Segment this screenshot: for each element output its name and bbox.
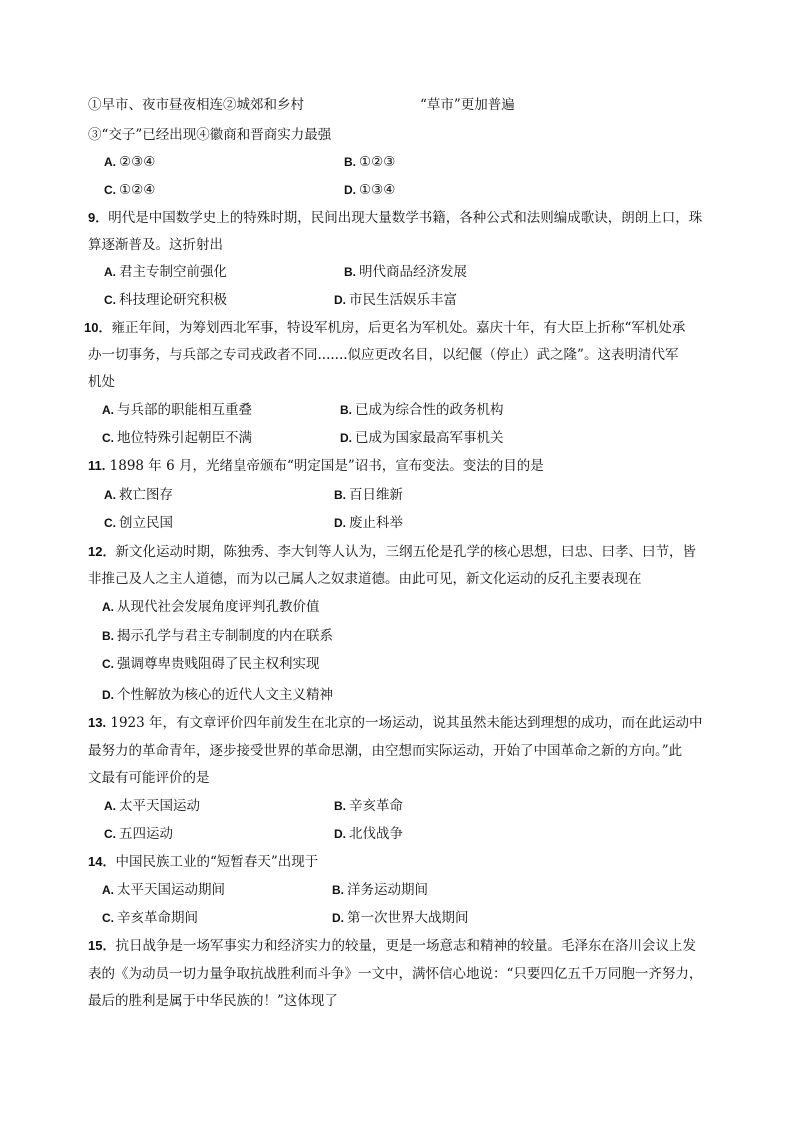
option-text: ①②④ — [119, 182, 156, 198]
q10-option-d[interactable] — [340, 428, 504, 448]
option-label: B. — [332, 883, 344, 897]
q8-items-line-1-right: “草市”更加普遍 — [420, 97, 515, 113]
question-text: 抗日战争是一场军事实力和经济实力的较量，更是一场意志和精神的较量。毛泽东在洛川会议上发 — [115, 938, 696, 954]
option-text: 科技理论研究积极 — [119, 292, 227, 308]
q14-option-b[interactable] — [332, 880, 428, 900]
q9-stem-line-1 — [88, 208, 702, 228]
option-text: 辛亥革命期间 — [117, 910, 198, 926]
q13-option-b[interactable] — [334, 796, 403, 816]
option-text: 与兵部的职能相互重叠 — [117, 402, 252, 418]
option-label: C. — [104, 516, 116, 530]
option-label: B. — [334, 488, 346, 502]
option-text: 创立民国 — [119, 515, 173, 531]
q12-option-b[interactable] — [102, 626, 333, 646]
question-number: 14． — [88, 854, 116, 869]
question-number: 13. — [88, 715, 107, 730]
q12-stem-line-2: 非推己及人之主人道德，而为以己属人之奴隶道德。由此可见，新文化运动的反孔主要表现在 — [88, 571, 642, 587]
q12-stem-line-1 — [88, 542, 696, 562]
q10-stem-line-3: 机处 — [88, 374, 115, 390]
q9-stem-line-2: 算逐渐普及。这折射出 — [88, 237, 223, 253]
q10-stem-line-2: 办一切事务，与兵部之专司戎政者不同.......似应更改名目，以纪偃（停止）武之隆”。这表明清代军 — [88, 347, 679, 363]
q8-items-line-2: ③“交子”已经出现④徽商和晋商实力最强 — [88, 127, 332, 143]
option-label: D. — [334, 827, 346, 841]
option-label: D. — [334, 293, 346, 307]
q13-stem-line-3: 文最有可能评价的是 — [88, 770, 210, 786]
q12-option-d[interactable] — [102, 685, 333, 705]
question-text: 中国民族工业的“短暂春天”出现于 — [115, 854, 319, 870]
q10-stem-line-1 — [84, 318, 685, 338]
option-label: A. — [102, 403, 114, 417]
q8-option-d[interactable] — [344, 180, 395, 200]
q13-option-c[interactable] — [104, 824, 173, 844]
question-text: 雍正年间，为筹划西北军事，特设军机房，后更名为军机处。嘉庆十年，有大臣上折称“军机处承 — [111, 320, 686, 336]
option-label: A. — [104, 488, 116, 502]
option-text: 太平天国运动 — [119, 798, 200, 814]
option-text: 辛亥革命 — [349, 798, 403, 814]
question-text: 明代是中国数学史上的特殊时期，民间出现大量数学书籍，各种公式和法则编成歌诀，朗朗上口，珠 — [108, 210, 703, 226]
q8-option-c[interactable] — [104, 180, 155, 200]
option-text: 市民生活娱乐丰富 — [349, 292, 457, 308]
option-label: D. — [340, 431, 352, 445]
q13-option-d[interactable] — [334, 824, 403, 844]
q15-stem-line-3: 最后的胜利是属于中华民族的！”这体现了 — [88, 993, 338, 1009]
option-label: B. — [102, 629, 114, 643]
option-label: D. — [344, 183, 356, 197]
q13-stem-line-2: 最努力的革命青年，逐步接受世界的革命思潮，由空想而实际运动，开始了中国革命之新的方向。”此 — [88, 743, 683, 759]
option-text: 废止科举 — [349, 515, 403, 531]
option-label: A. — [104, 265, 116, 279]
option-label: B. — [344, 265, 356, 279]
option-text: 第一次世界大战期间 — [347, 910, 469, 926]
question-number: 10． — [84, 320, 112, 335]
option-text: 北伐战争 — [349, 826, 403, 842]
q15-stem-line-1 — [88, 936, 696, 956]
option-text: 百日维新 — [349, 487, 403, 503]
question-text: 1923 年，有文章评价四年前发生在北京的一场运动，说其虽然未能达到理想的成功，而在此运动中 — [110, 715, 703, 731]
option-text: 明代商品经济发展 — [359, 264, 467, 280]
q11-option-d[interactable] — [334, 513, 403, 533]
option-label: A. — [104, 155, 116, 169]
q13-stem-line-1 — [88, 713, 703, 733]
option-text: 强调尊卑贵贱阻碍了民主权利实现 — [117, 656, 320, 672]
q14-option-a[interactable] — [102, 880, 225, 900]
question-text: 新文化运动时期，陈独秀、李大钊等人认为，三纲五伦是孔学的核心思想，曰忠、曰孝、曰节，皆 — [115, 544, 696, 560]
q9-option-a[interactable] — [104, 262, 227, 282]
option-label: C. — [102, 657, 114, 671]
question-text: 1898 年 6 月，光绪皇帝颁布“明定国是”诏书，宣布变法。变法的目的是 — [109, 458, 544, 474]
option-label: D. — [334, 516, 346, 530]
option-label: C. — [102, 911, 114, 925]
q11-stem-line-1 — [88, 456, 544, 476]
option-text: 五四运动 — [119, 826, 173, 842]
option-label: B. — [334, 799, 346, 813]
q12-option-a[interactable] — [102, 597, 320, 617]
option-label: D. — [332, 911, 344, 925]
q9-option-d[interactable] — [334, 290, 457, 310]
q13-option-a[interactable] — [104, 796, 200, 816]
option-text: 已成为综合性的政务机构 — [355, 402, 504, 418]
q9-option-c[interactable] — [104, 290, 227, 310]
q8-items-line-1: ①早市、夜市昼夜相连②城郊和乡村 — [88, 97, 304, 113]
option-text: 从现代社会发展角度评判孔教价值 — [117, 599, 320, 615]
q14-option-c[interactable] — [102, 908, 198, 928]
option-text: 救亡图存 — [119, 487, 173, 503]
option-text: ②③④ — [119, 154, 156, 170]
option-text: 洋务运动期间 — [347, 882, 428, 898]
q8-option-b[interactable] — [344, 152, 395, 172]
option-text: 个性解放为核心的近代人文主义精神 — [117, 687, 333, 703]
option-label: A. — [102, 600, 114, 614]
option-label: C. — [104, 827, 116, 841]
option-text: ①③④ — [359, 182, 396, 198]
option-label: D. — [102, 688, 114, 702]
q14-option-d[interactable] — [332, 908, 469, 928]
option-label: A. — [102, 883, 114, 897]
q14-stem-line-1 — [88, 852, 318, 872]
question-number: 9． — [88, 210, 109, 225]
option-text: ①②③ — [359, 154, 396, 170]
q9-option-b[interactable] — [344, 262, 467, 282]
q11-option-a[interactable] — [104, 485, 173, 505]
option-label: C. — [104, 183, 116, 197]
option-text: 地位特殊引起朝臣不满 — [117, 430, 252, 446]
option-label: B. — [340, 403, 352, 417]
q10-option-c[interactable] — [102, 428, 252, 448]
question-number: 11. — [88, 458, 106, 473]
q10-option-b[interactable] — [340, 400, 504, 420]
option-label: B. — [344, 155, 356, 169]
question-number: 12． — [88, 544, 116, 559]
option-label: C. — [104, 293, 116, 307]
q11-option-b[interactable] — [334, 485, 403, 505]
option-text: 揭示孔学与君主专制制度的内在联系 — [117, 628, 333, 644]
q12-option-c[interactable] — [102, 654, 320, 674]
option-text: 太平天国运动期间 — [117, 882, 225, 898]
option-text: 已成为国家最高军事机关 — [355, 430, 504, 446]
option-label: A. — [104, 799, 116, 813]
q10-option-a[interactable] — [102, 400, 252, 420]
q11-option-c[interactable] — [104, 513, 173, 533]
q15-stem-line-2: 表的《为动员一切力量争取抗战胜利而斗争》一文中，满怀信心地说：“只要四亿五千万同胞一齐努力， — [88, 966, 703, 982]
option-text: 君主专制空前强化 — [119, 264, 227, 280]
question-number: 15． — [88, 938, 116, 953]
q8-option-a[interactable] — [104, 152, 155, 172]
option-label: C. — [102, 431, 114, 445]
